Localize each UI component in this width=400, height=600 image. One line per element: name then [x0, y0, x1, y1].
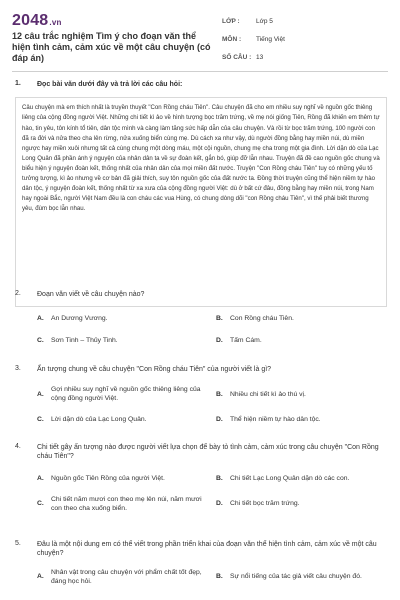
- option-text: Gợi nhiều suy nghĩ về nguồn gốc thiêng liêng của cộng đồng người Việt.: [51, 386, 201, 403]
- header-divider: [12, 71, 388, 72]
- option-text: Nhân vật trong câu chuyện với phẩm chất tốt đẹp, đáng học hỏi.: [51, 568, 202, 585]
- answer-option-b[interactable]: [216, 565, 387, 589]
- logo-text: 2048: [12, 12, 49, 29]
- reading-passage: Câu chuyện mà em thích nhất là truyền thuyết "Con Rồng cháu Tiên". Câu chuyện đã cho em nhiều suy nghĩ về nguồn gốc thiêng liêng của cộng đồng người Việt. Những chi tiết kì ảo về hình tượng bọc trăm trứng, về mẹ nói giống Tiên, Rồng đã khiến em thêm tự hào, tin yêu, tôn kính tổ tiên, dân tộc mình và càng làm tăng sức hấp dẫn của câu chuyện. Và rồi từ bọc trăm trứng, 100 người con đã ra đời và nửa theo cha lên rừng, nửa xuống biển cùng mẹ. Dù cách xa như vậy, dù người đồng bằng hay miền núi, dù miền ngược hay miền xuôi nhưng tất cả cùng chung một dòng máu, một cội nguồn, chung mẹ cha trong một gia đình. Lời dặn dò của Lạc Long Quân đã phần ánh ý nguyện của nhân dân ta về sự đoàn kết, gắn bó, giúp đỡ lẫn nhau. Truyện đã đề cao nguồn gốc chung và biểu hiện ý nguyện đoàn kết, thống nhất của nhân dân của mọi miền đất nước. Truyện "Con Rồng cháu Tiên" tuy có những yếu tố tưởng tượng, kì ảo nhưng về cơ bản đã giải thích, suy tôn nguồn gốc của đất nước ta. Đồng thời truyện cũng thể hiện niềm tự hào dân tộc, ý nguyện đoàn kết, thống nhất từ xa xưa của cộng đồng người Việt: dù ở bất cứ đâu, đồng bằng hay miền núi, trong Nam hay ngoài Bắc, người Việt Nam đều là con cháu các vua Hùng, có chung dòng dõi "con Rồng cháu Tiên", vì thế phải biết thương yêu, đùm bọc lẫn nhau.: [15, 97, 387, 307]
- answer-option-b[interactable]: [216, 307, 387, 329]
- option-text: Thể hiện niềm tự hào dân tộc.: [230, 415, 321, 423]
- question-number: 5.: [15, 540, 21, 547]
- option-text: Chi tiết Lạc Long Quân dặn dò các con.: [230, 475, 350, 483]
- option-letter: D.: [216, 500, 223, 508]
- option-text: Chi tiết năm mươi con theo mẹ lên núi, năm mươi con theo cha xuống biển.: [51, 495, 202, 512]
- answer-option-a[interactable]: [37, 468, 208, 490]
- question-header: [15, 443, 387, 462]
- option-letter: A.: [37, 314, 44, 322]
- answer-option-d[interactable]: [216, 490, 387, 518]
- question-3: [15, 365, 387, 430]
- answer-option-a[interactable]: [37, 307, 208, 329]
- option-text: Nguồn gốc Tiên Rồng của người Việt.: [51, 475, 165, 483]
- question-text: Ấn tượng chung về câu chuyện "Con Rồng cháu Tiên" của người viết là gì?: [37, 366, 272, 373]
- answer-option-b[interactable]: [216, 468, 387, 490]
- option-letter: C.: [37, 336, 44, 344]
- answer-option-b[interactable]: [216, 380, 387, 408]
- option-text: Sự nổi tiếng của tác giả viết câu chuyện đó.: [230, 573, 362, 581]
- answer-options: [37, 565, 387, 589]
- option-text: Chi tiết bọc trăm trứng.: [230, 500, 300, 508]
- option-letter: A.: [37, 390, 44, 398]
- option-letter: D.: [216, 415, 223, 423]
- site-logo[interactable]: [12, 12, 62, 30]
- option-text: Nhiều chi tiết kì ảo thú vị.: [230, 390, 306, 398]
- option-text: Con Rồng cháu Tiên.: [230, 314, 294, 322]
- option-letter: D.: [216, 336, 223, 344]
- question-number: 2.: [15, 290, 21, 297]
- document-meta: [222, 12, 390, 66]
- question-1: [15, 80, 387, 307]
- answer-options: [37, 380, 387, 430]
- question-header: [15, 365, 387, 374]
- question-number: 1.: [15, 80, 21, 87]
- answer-option-d[interactable]: [216, 408, 387, 430]
- option-letter: C.: [37, 500, 44, 508]
- question-text: Chi tiết gây ấn tượng nào được người viết lựa chọn để bày tỏ tình cảm, cảm xúc trong câu chuyện "Con Rồng cháu Tiên"?: [37, 444, 379, 461]
- document-title: 12 câu trắc nghiệm Tìm ý cho đoạn văn thể hiện tình cảm, cảm xúc về một câu chuyện (có đáp án): [12, 31, 211, 63]
- option-letter: C.: [37, 415, 44, 423]
- meta-row-grade: [222, 12, 390, 30]
- meta-value: 13: [256, 53, 264, 61]
- question-text: Đọc bài văn dưới đây và trả lời các câu hỏi:: [37, 81, 183, 88]
- question-header: [15, 290, 387, 299]
- answer-option-a[interactable]: [37, 380, 208, 408]
- option-letter: B.: [216, 475, 223, 483]
- answer-options: [37, 468, 387, 518]
- option-letter: A.: [37, 573, 44, 581]
- option-text: Tấm Cám.: [230, 336, 262, 344]
- meta-row-subject: [222, 30, 390, 48]
- meta-value: Lớp 5: [256, 17, 273, 25]
- question-4: [15, 443, 387, 518]
- question-text: Đoạn văn viết về câu chuyện nào?: [37, 291, 145, 298]
- meta-value: Tiếng Việt: [256, 35, 285, 43]
- meta-key: LỚP :: [222, 17, 240, 25]
- option-text: An Dương Vương.: [51, 314, 108, 322]
- question-5: [15, 540, 387, 589]
- question-text: Đâu là một nội dung em có thể viết trong phần triển khai của đoạn văn thể hiện tình cảm, cảm xúc về một câu chuyện?: [37, 541, 377, 558]
- question-2: [15, 290, 387, 351]
- option-letter: B.: [216, 390, 223, 398]
- option-text: Sơn Tinh – Thủy Tinh.: [51, 336, 118, 344]
- meta-row-count: [222, 48, 390, 66]
- page-header: [0, 0, 400, 66]
- question-header: [15, 540, 387, 559]
- answer-option-c[interactable]: [37, 329, 208, 351]
- question-header: [15, 80, 387, 89]
- question-number: 3.: [15, 365, 21, 372]
- answer-option-c[interactable]: [37, 490, 208, 518]
- answer-option-d[interactable]: [216, 329, 387, 351]
- logo-suffix: .vn: [49, 18, 62, 27]
- option-letter: B.: [216, 314, 223, 322]
- answer-option-c[interactable]: [37, 408, 208, 430]
- option-letter: A.: [37, 475, 44, 483]
- answer-option-a[interactable]: [37, 565, 208, 589]
- meta-key: MÔN :: [222, 35, 242, 43]
- option-letter: B.: [216, 573, 223, 581]
- question-number: 4.: [15, 443, 21, 450]
- meta-key: SỐ CÂU :: [222, 53, 252, 61]
- answer-options: [37, 307, 387, 351]
- option-text: Lời dặn dò của Lạc Long Quân.: [51, 415, 147, 423]
